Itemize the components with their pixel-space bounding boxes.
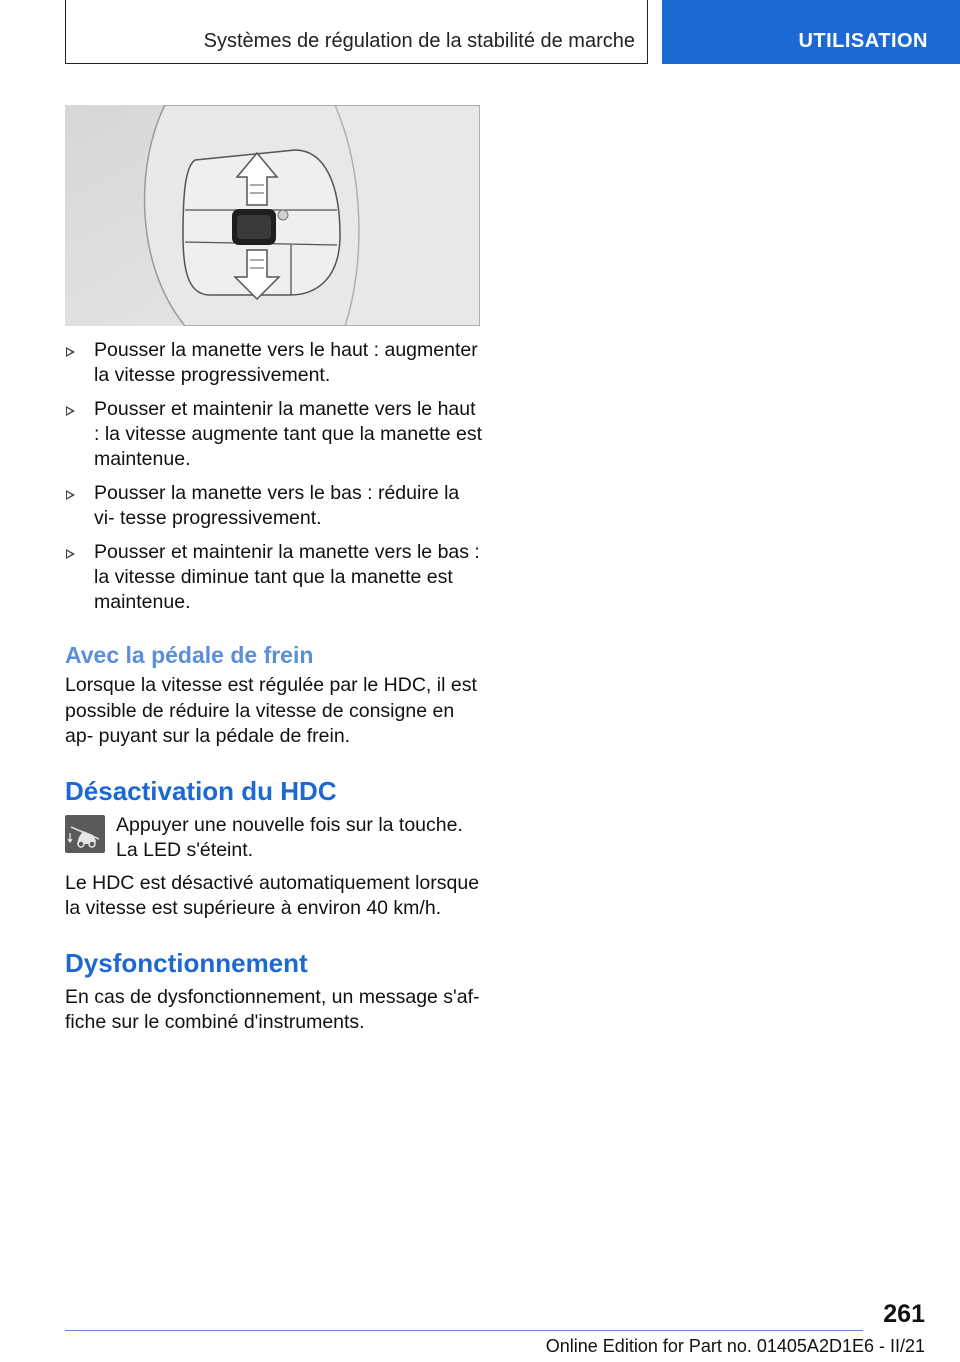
brake-pedal-text: Lorsque la vitesse est régulée par le HDC, il est possible de réduire la vitesse de consigne en ap‐ puyant sur la pédale de frein. xyxy=(65,674,477,747)
triangle-bullet-icon xyxy=(66,549,75,559)
footer-divider xyxy=(65,1330,863,1331)
content-column xyxy=(65,338,485,1036)
list-item: Pousser et maintenir la manette vers le haut : la vitesse augmente tant que la manette est maintenue. xyxy=(65,397,485,472)
page-number: 261 xyxy=(883,1300,925,1328)
hdc-button-text: Appuyer une nouvelle fois sur la touche. La LED s'éteint. xyxy=(116,813,463,861)
malfunction-text: En cas de dysfonctionnement, un message s'af‐ fiche sur le combiné d'instruments. xyxy=(65,985,480,1033)
list-item: Pousser la manette vers le bas : réduire la vi‐ tesse progressivement. xyxy=(65,481,485,531)
deactivation-heading: Désactivation du HDC xyxy=(65,775,337,806)
brake-pedal-heading: Avec la pédale de frein xyxy=(65,642,314,668)
steering-wheel-illustration xyxy=(65,105,480,326)
header-box xyxy=(65,0,648,64)
edition-note: Online Edition for Part no. 01405A2D1E6 - II/21 xyxy=(545,1336,925,1356)
speed-bullet-list xyxy=(65,338,485,615)
hdc-descent-car-icon xyxy=(65,815,105,853)
list-item: Pousser et maintenir la manette vers le bas : la vitesse diminue tant que la manette est maintenue. xyxy=(65,540,485,615)
deactivation-text: Le HDC est désactivé automatiquement lorsque la vitesse est supérieure à environ 40 km/h. xyxy=(65,871,480,919)
triangle-bullet-icon xyxy=(66,406,75,416)
header-section-tab xyxy=(662,0,960,64)
malfunction-heading: Dysfonctionnement xyxy=(65,947,308,978)
hdc-button-instruction xyxy=(65,813,485,865)
header-tab-label: UTILISATION xyxy=(798,30,928,52)
triangle-bullet-icon xyxy=(66,347,75,357)
triangle-bullet-icon xyxy=(66,490,75,500)
header-title: Systèmes de régulation de la stabilité de marche xyxy=(203,30,635,52)
steering-wheel-drawing xyxy=(65,105,480,326)
list-item: Pousser la manette vers le haut : augmenter la vitesse progressivement. xyxy=(65,338,485,388)
